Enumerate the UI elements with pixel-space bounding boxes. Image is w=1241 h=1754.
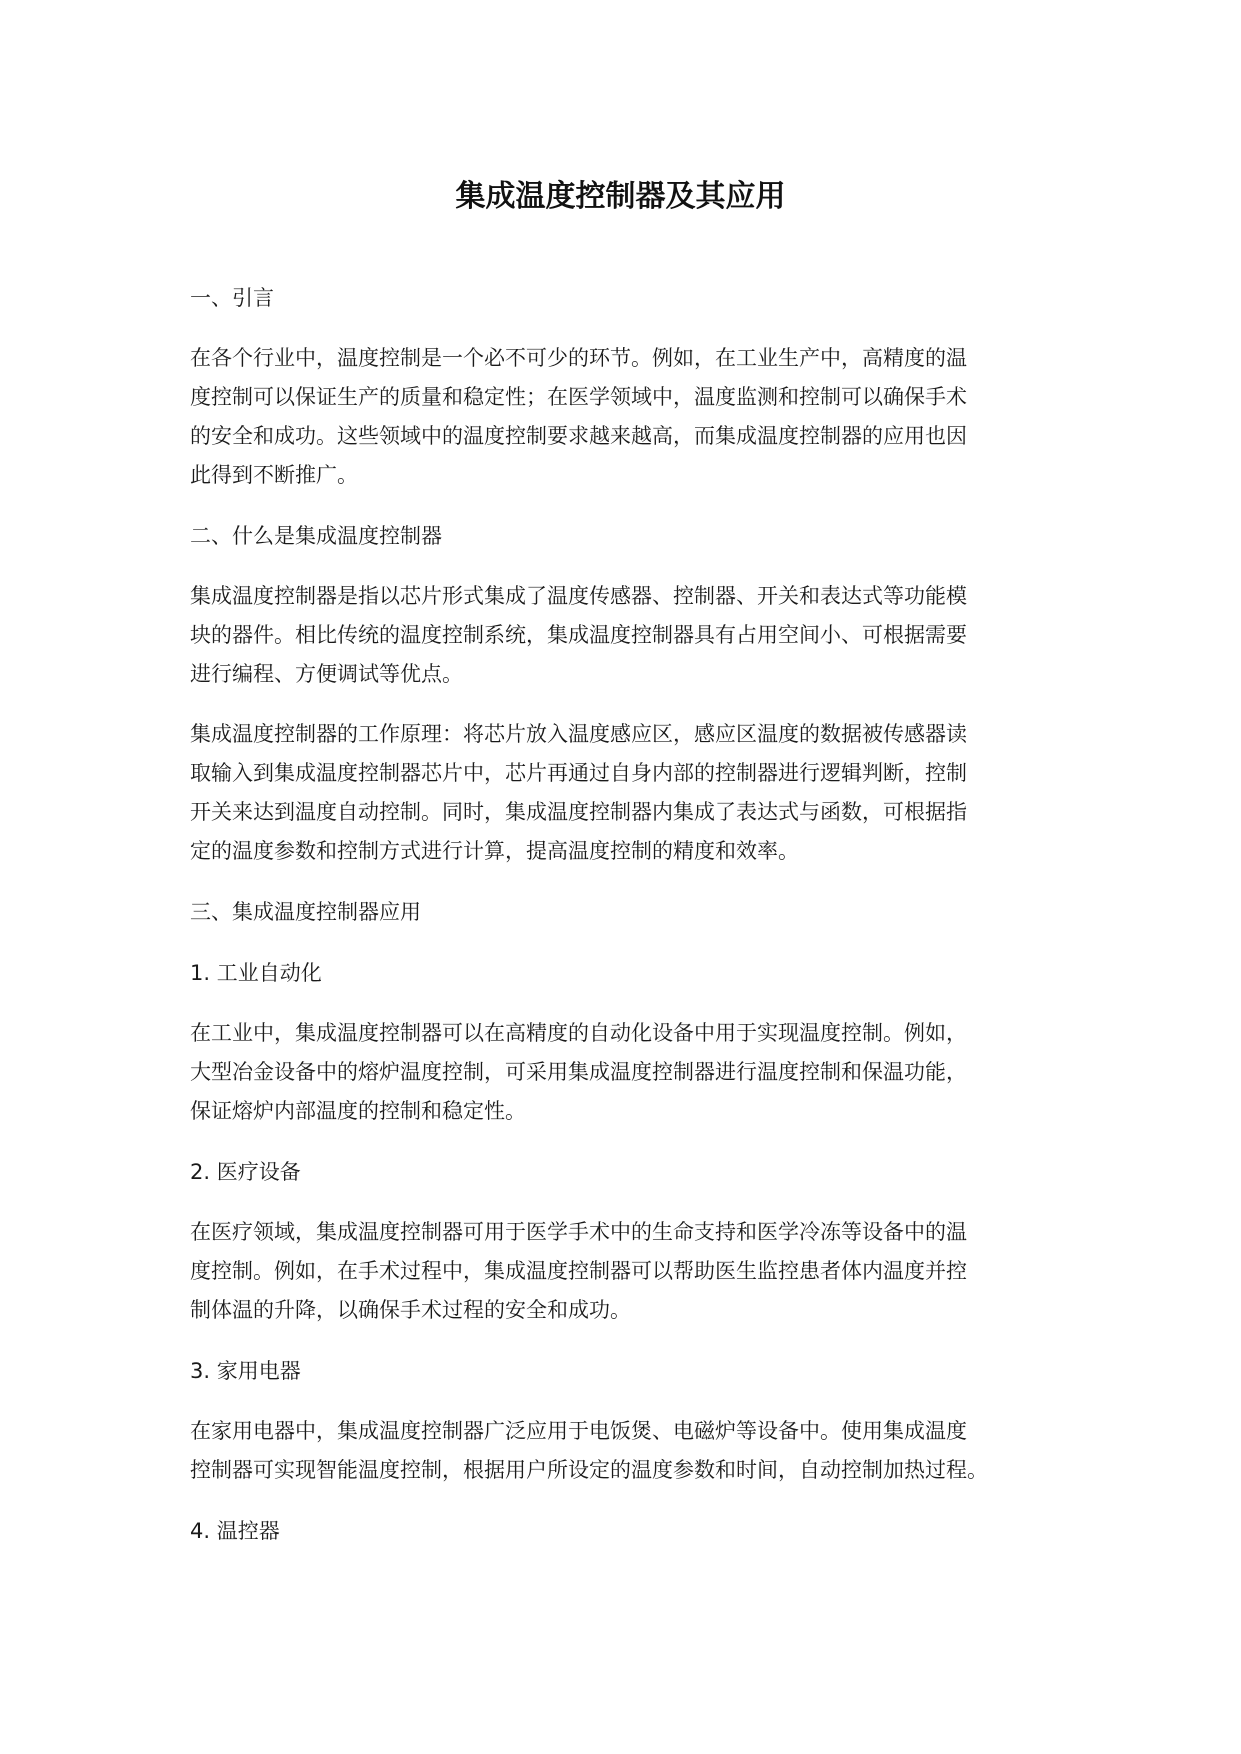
paragraph-line: 此得到不断推广。	[190, 463, 358, 487]
paragraph-what-definition	[190, 577, 1070, 694]
paragraph-line: 度控制。例如，在手术过程中，集成温度控制器可以帮助医生监控患者体内温度并控	[190, 1259, 967, 1283]
paragraph-line: 大型冶金设备中的熔炉温度控制，可采用集成温度控制器进行温度控制和保温功能，	[190, 1060, 967, 1084]
paragraph-line: 集成温度控制器的工作原理：将芯片放入温度感应区，感应区温度的数据被传感器读	[190, 722, 967, 746]
paragraph-line: 在医疗领域，集成温度控制器可用于医学手术中的生命支持和医学冷冻等设备中的温	[190, 1220, 967, 1244]
paragraph-intro	[190, 339, 1070, 495]
section-heading-what: 二、什么是集成温度控制器	[190, 524, 442, 548]
section-heading-applications: 三、集成温度控制器应用	[190, 900, 421, 924]
paragraph-medical	[190, 1213, 1070, 1330]
paragraph-line: 度控制可以保证生产的质量和稳定性；在医学领域中，温度监测和控制可以确保手术	[190, 385, 967, 409]
subheading-home-appliances: 3. 家用电器	[190, 1359, 301, 1383]
paragraph-line: 控制器可实现智能温度控制，根据用户所设定的温度参数和时间，自动控制加热过程。	[190, 1458, 988, 1482]
document-body	[190, 278, 1070, 1572]
paragraph-line: 在各个行业中，温度控制是一个必不可少的环节。例如，在工业生产中，高精度的温	[190, 346, 967, 370]
paragraph-line: 保证熔炉内部温度的控制和稳定性。	[190, 1099, 526, 1123]
paragraph-line: 取输入到集成温度控制器芯片中，芯片再通过自身内部的控制器进行逻辑判断，控制	[190, 761, 967, 785]
section-heading-intro: 一、引言	[190, 286, 274, 310]
paragraph-home-appliances	[190, 1412, 1070, 1490]
paragraph-line: 块的器件。相比传统的温度控制系统，集成温度控制器具有占用空间小、可根据需要	[190, 623, 967, 647]
paragraph-industrial	[190, 1014, 1070, 1131]
paragraph-line: 进行编程、方便调试等优点。	[190, 662, 463, 686]
subheading-industrial: 1. 工业自动化	[190, 961, 322, 985]
paragraph-line: 在家用电器中，集成温度控制器广泛应用于电饭煲、电磁炉等设备中。使用集成温度	[190, 1419, 967, 1443]
paragraph-line: 集成温度控制器是指以芯片形式集成了温度传感器、控制器、开关和表达式等功能模	[190, 584, 967, 608]
subheading-medical: 2. 医疗设备	[190, 1160, 301, 1184]
paragraph-what-principle	[190, 715, 1070, 871]
paragraph-line: 定的温度参数和控制方式进行计算，提高温度控制的精度和效率。	[190, 839, 799, 863]
paragraph-line: 的安全和成功。这些领域中的温度控制要求越来越高，而集成温度控制器的应用也因	[190, 424, 967, 448]
paragraph-line: 在工业中，集成温度控制器可以在高精度的自动化设备中用于实现温度控制。例如，	[190, 1021, 967, 1045]
paragraph-line: 制体温的升降，以确保手术过程的安全和成功。	[190, 1298, 631, 1322]
document-title: 集成温度控制器及其应用	[455, 179, 786, 214]
subheading-thermostat: 4. 温控器	[190, 1519, 280, 1543]
paragraph-line: 开关来达到温度自动控制。同时，集成温度控制器内集成了表达式与函数，可根据指	[190, 800, 967, 824]
